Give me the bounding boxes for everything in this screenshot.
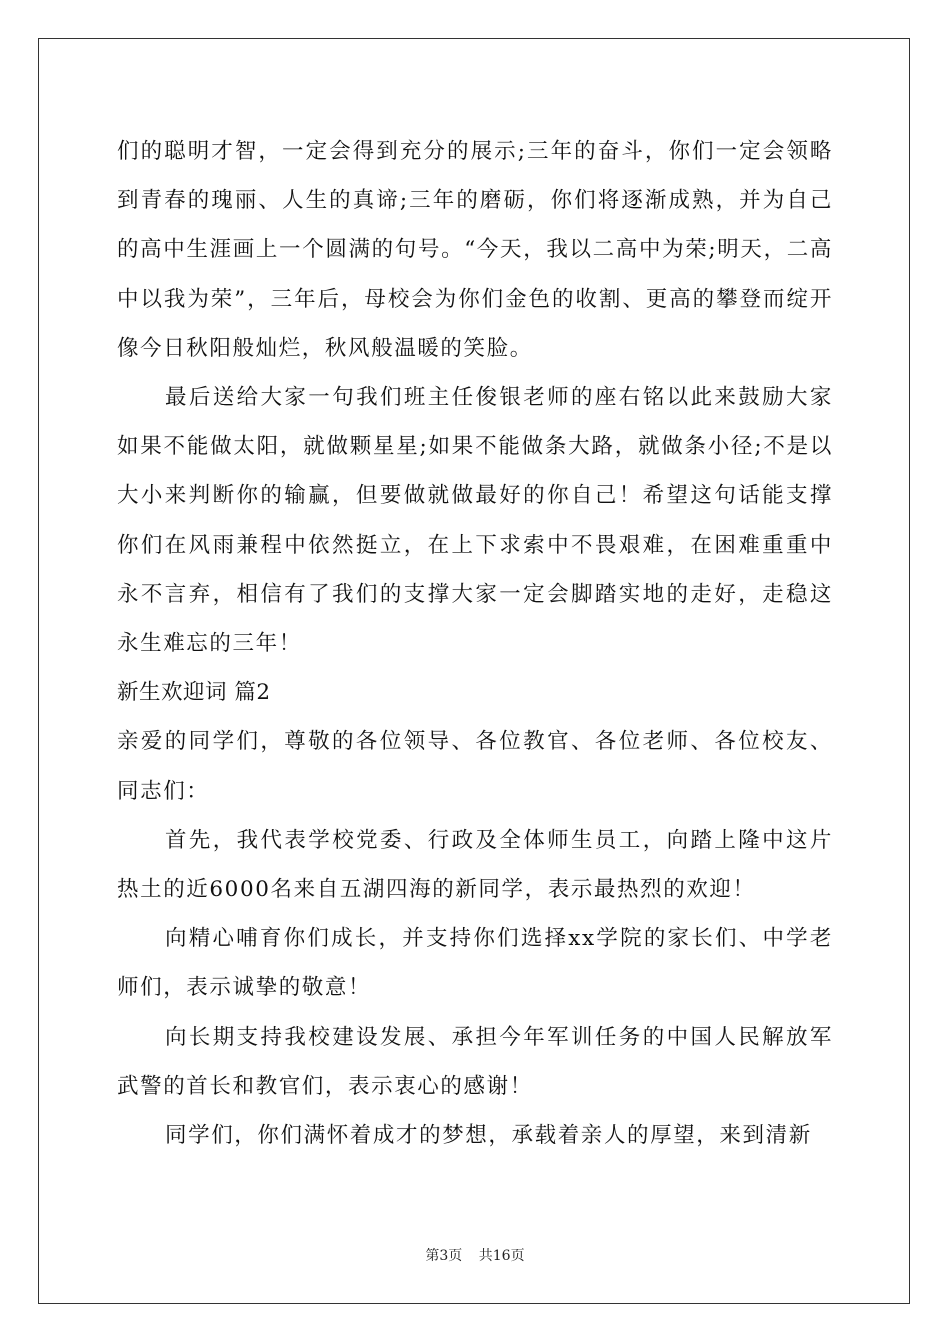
section-heading: 新生欢迎词 篇2 <box>117 680 271 706</box>
page-footer <box>0 1245 950 1265</box>
paragraph-thanks: 向长期支持我校建设发展、承担今年军训任务的中国人民解放军武警的首长和教官们，表示衷心的感谢！ <box>117 1024 833 1099</box>
page-number: 第3页 <box>425 1248 463 1264</box>
page-total: 共16页 <box>478 1248 525 1264</box>
paragraph-continuation: 们的聪明才智，一定会得到充分的展示;三年的奋斗，你们一定会领略到青春的瑰丽、人生的真谛;三年的磨砺，你们将逐渐成熟，并为自己的高中生涯画上一个圆满的句号。“今天，我以二高中为荣;明天，二高中以我为荣”，三年后，母校会为你们金色的收割、更高的攀登而绽开像今日秋阳般灿烂，秋风般温暖的笑脸。 <box>117 139 833 361</box>
paragraph-students: 同学们，你们满怀着成才的梦想，承载着亲人的厚望，来到清新 <box>165 1123 812 1149</box>
salutation: 亲爱的同学们，尊敬的各位领导、各位教官、各位老师、各位校友、同志们： <box>117 729 833 804</box>
document-body <box>117 127 833 1160</box>
paragraph-respect: 向精心哺育你们成长，并支持你们选择xx学院的家长们、中学老师们，表示诚挚的敬意！ <box>117 926 833 1001</box>
paragraph-welcome: 首先，我代表学校党委、行政及全体师生员工，向踏上隆中这片热土的近6000名来自五湖四海的新同学，表示最热烈的欢迎！ <box>117 827 833 903</box>
paragraph-motto: 最后送给大家一句我们班主任俊银老师的座右铭以此来鼓励大家如果不能做太阳，就做颗星星;如果不能做条大路，就做条小径;不是以大小来判断你的输赢，但要做就做最好的你自己！希望这句话能支撑你们在风雨兼程中依然挺立，在上下求索中不畏艰难，在困难重重中永不言弃，相信有了我们的支撑大家一定会脚踏实地的走好，走稳这永生难忘的三年！ <box>117 385 833 657</box>
